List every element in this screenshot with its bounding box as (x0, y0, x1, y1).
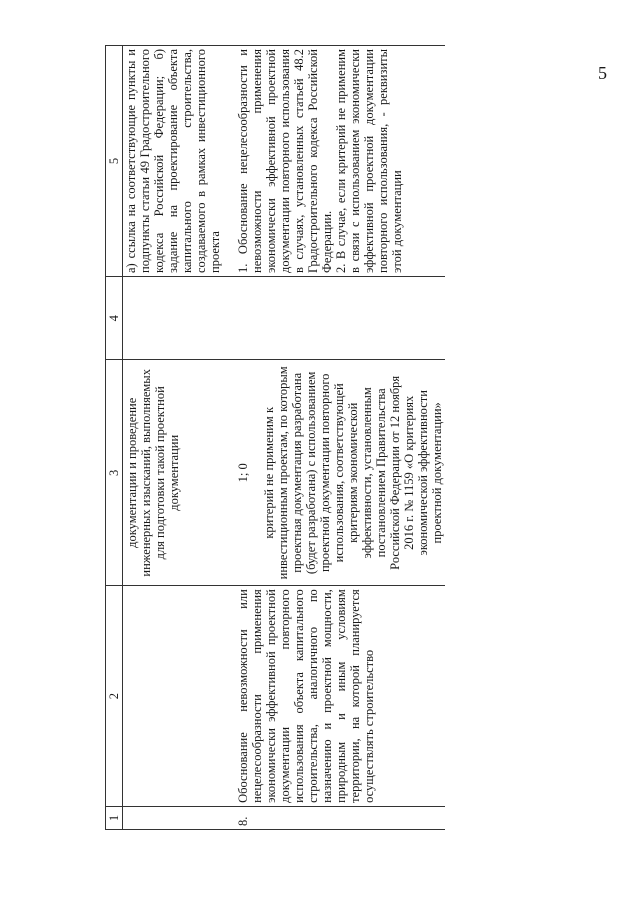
column-header-1: 1 (106, 806, 123, 829)
criterion-name-cell: Обоснование невозможности или нецелесообразности применения экономически эффективной проектной документации повторного использования объекта капитального строительства, аналогичного по назначению и проектной мощности, природным и иным условиям территории, на которой планируется осуществлять строительство (235, 586, 445, 807)
column-header-2: 2 (106, 586, 123, 807)
continuation-documents-cell: а) ссылка на соответствующие пункты и подпункты статьи 49 Градостроительного кодекса Российской Федерации; б) задание на проектирование объекта капитального строительства, создаваемого в рамках инвестиционного проекта (123, 46, 224, 277)
column-header-3: 3 (106, 360, 123, 586)
continuation-criterion-cell (123, 586, 224, 807)
criterion-note: критерий не применим к инвестиционным проектам, по которым проектная документация разработана (будет разработана) с использованием проектной документации повторного использования, соответствующей критериям экономической эффективности, установленным постановлением Правительства Российской Федерации от 12 ноября 2016 г. № 1159 «О критериях экономической эффективности проектной документации» (262, 366, 444, 580)
page-number: 5 (598, 63, 607, 83)
continuation-values-cell: документации и проведение инженерных изысканий, выполняемых для подготовки такой проектной документации (123, 360, 224, 586)
criterion-score-values: 1; 0 (236, 463, 250, 483)
continuation-weight-cell (123, 277, 224, 360)
documents-item-2: 2. В случае, если критерий не применим в связи с использованием экономически эффективной проектной документации повторного использования, - реквизиты этой документации (334, 49, 404, 273)
row-number-cell: 8. (235, 806, 445, 829)
column-header-4: 4 (106, 277, 123, 360)
criteria-table (105, 45, 445, 830)
table-row-8 (235, 46, 445, 830)
table-row-continuation (123, 46, 224, 830)
documents-item-1: 1. Обоснование нецелесообразности и невозможности применения экономически эффективной проектной документации повторного использования в случаях, установленных статьей 48.2 Градостроительного кодекса Российской Федерации. (236, 49, 334, 273)
table-row-spacer (223, 46, 235, 830)
continuation-number-cell (123, 806, 224, 829)
column-header-5: 5 (106, 46, 123, 277)
criterion-weight-cell (235, 277, 445, 360)
criterion-values-cell (235, 360, 445, 586)
criterion-documents-cell (235, 46, 445, 277)
rotated-landscape-page (105, 45, 640, 830)
table-header-row (106, 46, 123, 830)
